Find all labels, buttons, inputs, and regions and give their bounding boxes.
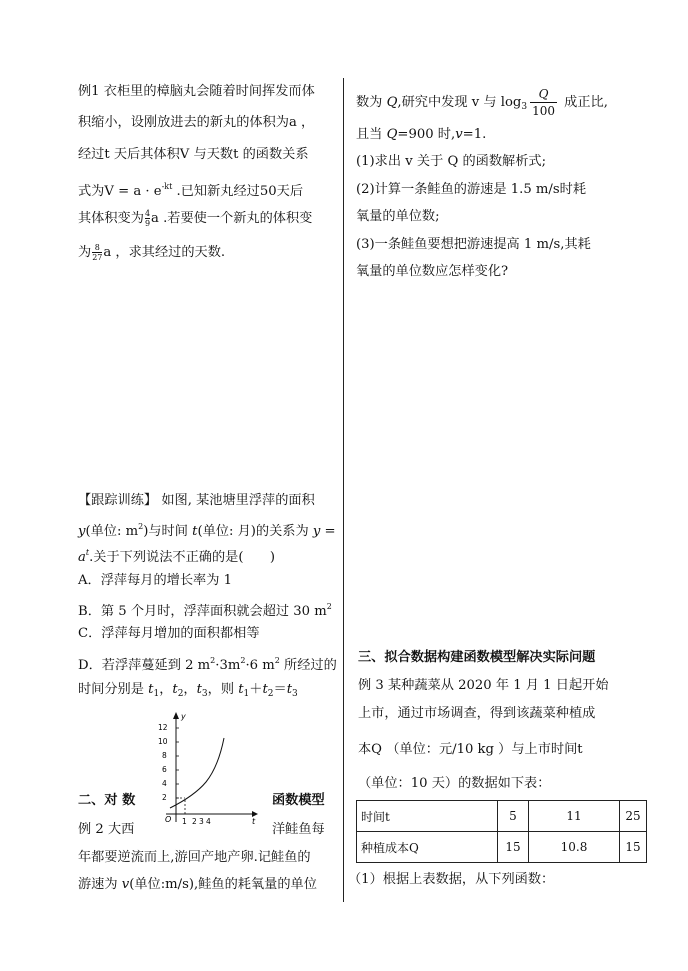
- text: ，则: [207, 682, 239, 697]
- text: a ，求其经过的天数.: [103, 245, 226, 260]
- text: ，: [159, 682, 173, 697]
- text: D．若浮萍蔓延到 2 m: [78, 658, 211, 673]
- example-1-line-2: 积缩小，设刚放进去的新丸的体积为a ，: [78, 115, 315, 130]
- fraction-numerator: Q: [530, 86, 557, 103]
- text: B．第 5 个月时，浮萍面积就会超过 30 m: [78, 604, 327, 619]
- superscript: 2: [240, 656, 246, 665]
- table-cell: 种植成本Q: [357, 832, 498, 863]
- text: 数为: [356, 95, 387, 110]
- table-row: [357, 832, 647, 863]
- y-axis-arrow: [173, 712, 179, 719]
- subscript: 2: [267, 689, 274, 699]
- superscript: 2: [138, 522, 144, 531]
- formula-suffix: .已知新丸经过50天后: [172, 184, 304, 199]
- text: ·3m: [215, 658, 241, 673]
- text: (单位:m/s),鲑鱼的耗氧量的单位: [129, 877, 317, 892]
- option-b: [78, 597, 332, 622]
- text: ·6 m: [245, 658, 275, 673]
- example-1-line-6: [78, 243, 225, 263]
- var-t: t: [172, 682, 178, 697]
- right-line-1: [356, 86, 608, 119]
- example-3-line-3: 本Q （单位：元/10 kg ）与上市时间t: [358, 742, 583, 757]
- superscript-t: t: [85, 548, 90, 557]
- column-divider: [343, 78, 344, 902]
- text: ,研究中发现 v 与 log: [397, 95, 522, 110]
- example-2-line-3: 年都要逆流而上,游回产地产卵.记鲑鱼的: [78, 850, 311, 865]
- var-v: v: [121, 877, 130, 892]
- text: ，: [183, 682, 197, 697]
- option-c: C．浮萍每月增加的面积都相等: [78, 626, 260, 641]
- example-2-line-4: [78, 875, 317, 895]
- table-cell: 25: [620, 801, 647, 832]
- example-2-start: 例 2 大西: [78, 822, 135, 837]
- subscript: 1: [243, 689, 250, 699]
- text: )与时间: [143, 524, 193, 539]
- subscript: 1: [153, 689, 160, 699]
- text: a .若要使一个新丸的体积变: [151, 211, 313, 226]
- var-t: t: [192, 524, 198, 539]
- var-Q: Q: [386, 95, 398, 110]
- fraction-numerator: 8: [92, 243, 102, 253]
- var-y: y: [78, 524, 86, 539]
- text: .关于下列说法不正确的是( ): [89, 550, 276, 565]
- question-3-cont: 氧量的单位数应怎样变化?: [356, 264, 509, 279]
- var-Q: Q: [386, 127, 398, 142]
- text: =1.: [462, 127, 487, 142]
- fraction-denominator: 100: [532, 104, 555, 118]
- superscript: 2: [274, 656, 280, 665]
- y-tick: 2: [162, 793, 167, 802]
- y-tick: 4: [162, 779, 167, 788]
- example-1-line-3: 经过t 天后其体积V 与天数t 的函数关系: [78, 147, 309, 162]
- section-2-heading-part-1: 二、对 数: [78, 793, 136, 808]
- example-2-cont: 洋鲑鱼每: [272, 822, 325, 837]
- example-3-line-4: （单位：10 天）的数据如下表：: [358, 776, 551, 791]
- text: =900 时,: [397, 127, 456, 142]
- text: 且当: [356, 127, 387, 142]
- option-d-line-2: [78, 680, 298, 704]
- section-2-heading-part-2: 函数模型: [272, 793, 325, 808]
- fraction-8-27: [92, 243, 102, 262]
- var-v: v: [455, 127, 463, 142]
- example-3-line-2: 上市，通过市场调查，得到该蔬菜种植成: [358, 706, 596, 721]
- question-3: (3)一条鲑鱼要想把游速提高 1 m/s,其耗: [356, 237, 591, 252]
- data-table: [356, 800, 647, 863]
- right-line-2: [356, 125, 486, 145]
- option-d: [78, 651, 337, 676]
- subscript: 2: [177, 689, 184, 699]
- example-1-line-5: [78, 209, 312, 229]
- x-tick: 4: [206, 817, 211, 825]
- text: 游速为: [78, 877, 122, 892]
- text: (单位: m: [85, 524, 139, 539]
- var-t: t: [286, 682, 293, 697]
- log-base: 3: [521, 102, 528, 112]
- table-cell: 时间t: [357, 801, 498, 832]
- fraction-4-9: [145, 209, 150, 228]
- fraction-denominator: 27: [92, 253, 103, 262]
- text: =: [320, 524, 336, 539]
- formula-prefix: 式为V = a · e: [78, 184, 162, 199]
- table-cell: 11: [529, 801, 620, 832]
- question-2-cont: 氧量的单位数;: [356, 209, 440, 224]
- option-a: A．浮萍每月的增长率为 1: [78, 573, 232, 588]
- formula-exponent: -kt: [161, 182, 173, 191]
- example-1-line-4: [78, 177, 303, 202]
- fraction-Q-100: [530, 86, 557, 119]
- growth-curve: [170, 738, 224, 808]
- text: 为: [78, 245, 92, 260]
- fraction-numerator: 4: [144, 209, 151, 218]
- example-3-part-1: （1）根据上表数据，从下列函数：: [348, 872, 555, 887]
- x-axis-label: t: [252, 817, 256, 825]
- var-y: y: [312, 524, 321, 539]
- text: 其体积变为: [78, 211, 144, 226]
- table-cell: 5: [498, 801, 529, 832]
- y-tick: 10: [158, 737, 168, 746]
- var-t: t: [262, 682, 268, 697]
- table-row: [357, 801, 647, 832]
- question-1: (1)求出 v 关于 Q 的函数解析式;: [356, 154, 547, 169]
- y-axis-label: y: [181, 712, 186, 721]
- example-1-line-1: 例1 衣柜里的樟脑丸会随着时间挥发而体: [78, 84, 315, 99]
- subscript: 3: [201, 689, 208, 699]
- superscript: 2: [326, 602, 332, 611]
- section-3-heading: 三、拟合数据构建函数模型解决实际问题: [358, 650, 596, 665]
- tracking-line-1: 【跟踪训练】 如图, 某池塘里浮萍的面积: [78, 493, 315, 508]
- text: ＋: [249, 682, 263, 697]
- subscript: 3: [292, 689, 298, 699]
- text: ＝: [273, 682, 287, 697]
- x-tick: 2: [192, 817, 197, 825]
- text: 时间分别是: [78, 682, 149, 697]
- var-t: t: [238, 682, 244, 697]
- text: (单位: 月)的关系为: [197, 524, 313, 539]
- y-tick: 8: [162, 751, 167, 760]
- var-t: t: [148, 682, 154, 697]
- superscript: 2: [210, 656, 216, 665]
- var-a: a: [78, 550, 86, 565]
- example-3-line-1: 例 3 某种蔬菜从 2020 年 1 月 1 日起开始: [358, 678, 609, 693]
- table-cell: 15: [620, 832, 647, 863]
- tracking-line-2: [78, 517, 336, 542]
- x-ticks: [182, 817, 211, 825]
- text: 所经过的: [279, 658, 337, 673]
- x-tick: 1: [182, 817, 187, 825]
- y-tick: 6: [162, 765, 167, 774]
- x-tick: 3: [199, 817, 204, 825]
- origin-label: O: [165, 815, 172, 824]
- table-cell: 10.8: [529, 832, 620, 863]
- y-tick: 12: [158, 723, 168, 732]
- var-t: t: [196, 682, 202, 697]
- tracking-line-3: [78, 543, 275, 568]
- text: 成正比,: [559, 95, 608, 110]
- fraction-denominator: 9: [144, 219, 151, 228]
- question-2: (2)计算一条鲑鱼的游速是 1.5 m/s时耗: [356, 182, 587, 197]
- table-cell: 15: [498, 832, 529, 863]
- growth-graph: [152, 710, 262, 825]
